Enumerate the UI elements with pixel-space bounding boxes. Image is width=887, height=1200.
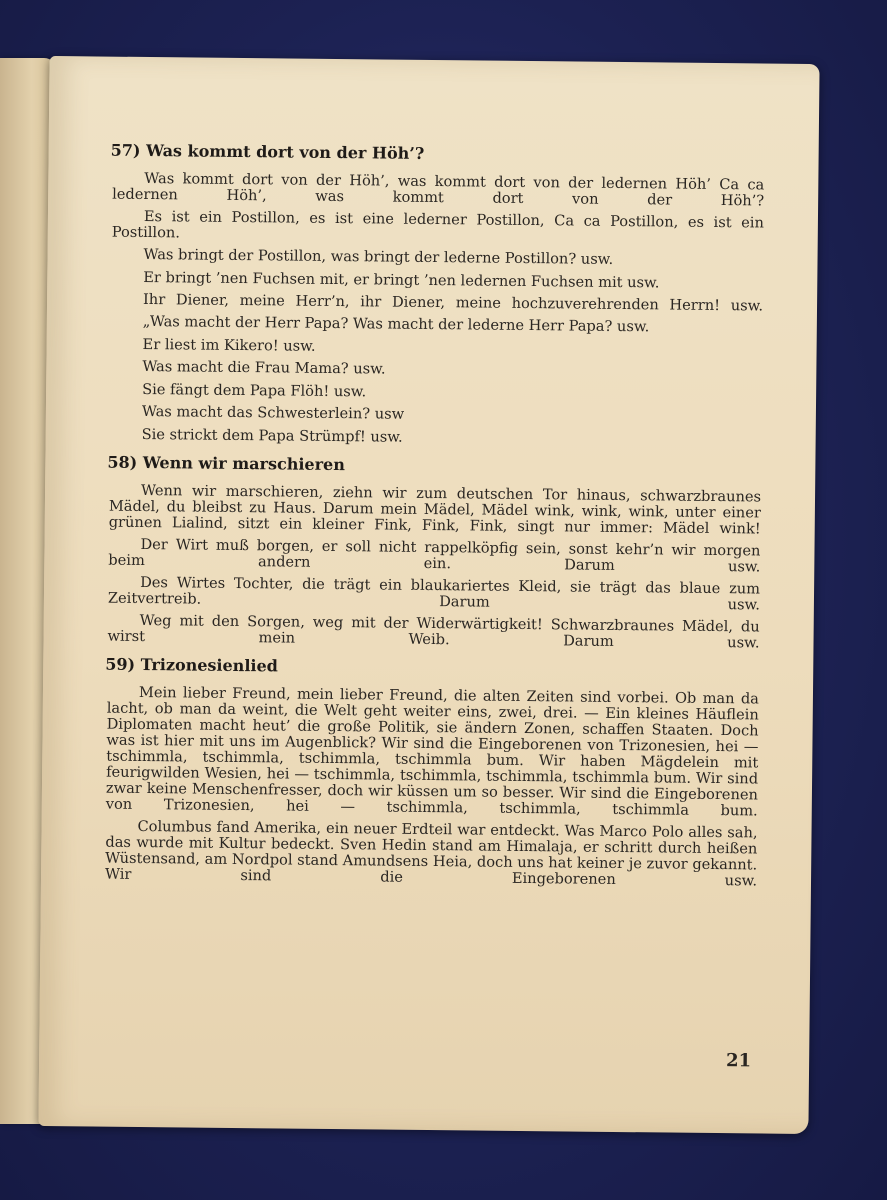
verse-line: Was macht das Schwesterlein? usw <box>141 402 405 423</box>
verse: Columbus fand Amerika, ein neuer Erdteil war entdeckt. Was Marco Polo alles sah, das wurde mit Kultur bedeckt. Sven Hedin stand am Himalaja, er schritt durch heißen Wüstensand, am Nordpol stand Amundsens Heia, doch uns hat keiner je zuvor gekannt. Wir sind die Eingeborenen usw. <box>104 817 758 890</box>
verse: Der Wirt muß borgen, er soll nicht rappelköpfig sein, sonst kehr’n wir morgen beim andern ein. Darum usw. <box>108 535 761 576</box>
verse-line: Sie fängt dem Papa Flöh! usw. <box>142 380 367 400</box>
song-59 <box>105 655 759 890</box>
verse-line: Er liest im Kikero! usw. <box>142 335 316 355</box>
page-number: 21 <box>725 1050 752 1072</box>
song-58 <box>107 453 761 652</box>
verse: Weg mit den Sorgen, weg mit der Widerwärtigkeit! Schwarzbraunes Mädel, du wirst mein Weib. Darum usw. <box>107 611 760 652</box>
verse-line: Sie strickt dem Papa Strümpf! usw. <box>141 425 403 446</box>
verse: Mein lieber Freund, mein lieber Freund, die alten Zeiten sind vorbei. Ob man da lacht, ob man da weint, die Welt geht weiter eins, zwei, drei. — Ein kleines Häuflein Diplomaten macht heut’ die große Politik, sie ändern Zonen, schaffen Staaten. Doch was ist hier mit uns im Augenblick? Wir sind die Eingeborenen von Trizonesien, hei — tschimmla, tschimmla, tschimmla, tschimmla bum. Wir haben Mägdelein mit feurigwilden Wesien, hei — tschimmla, tschimmla, tschimmla, tschimmla bum. Wir sind zwar keine Menschenfresser, doch wir küssen um so besser. Wir sind die Eingeborenen von Trizonesien, hei — tschimmla, tschimmla, tschimmla bum. <box>105 683 760 820</box>
verse-line: Was macht die Frau Mama? usw. <box>142 357 386 378</box>
book-page <box>38 56 819 1134</box>
song-title: 57) Was kommt dort von der Höh’? <box>110 140 425 163</box>
verse-line: Er bringt ’nen Fuchsen mit, er bringt ’nen ledernen Fuchsen mit usw. <box>143 268 660 291</box>
song-57 <box>110 141 765 449</box>
verse: Es ist ein Postillon, es ist eine lederner Postillon, Ca ca Postillon, es ist ein Postillon. <box>111 207 765 242</box>
verse: Des Wirtes Tochter, die trägt ein blaukariertes Kleid, sie trägt das blaue zum Zeitvertreib. Darum usw. <box>107 573 761 614</box>
page-content <box>105 141 765 896</box>
verse: Ihr Diener, meine Herr’n, ihr Diener, meine hochzuverehrenden Herrn! usw. <box>142 290 764 315</box>
verse-line: „Was macht der Herr Papa? Was macht der lederne Herr Papa? usw. <box>142 312 650 336</box>
verse: Wenn wir marschieren, ziehn wir zum deutschen Tor hinaus, schwarzbraunes Mädel, du bleibst zu Haus. Darum mein Mädel, Mädel wink, wink, wink, unter einer grünen Lialind, sitzt ein kleiner Fink, Fink, Fink, singt nur immer: Mädel wink! <box>108 481 762 538</box>
verse: Was kommt dort von der Höh’, was kommt dort von der ledernen Höh’ Ca ca ledernen Höh’, was kommt dort von der Höh’? <box>112 169 765 210</box>
verse-line: Was bringt der Postillon, was bringt der lederne Postillon? usw. <box>143 245 614 268</box>
song-title: 59) Trizonesienlied <box>105 654 279 676</box>
song-title: 58) Wenn wir marschieren <box>107 452 346 475</box>
